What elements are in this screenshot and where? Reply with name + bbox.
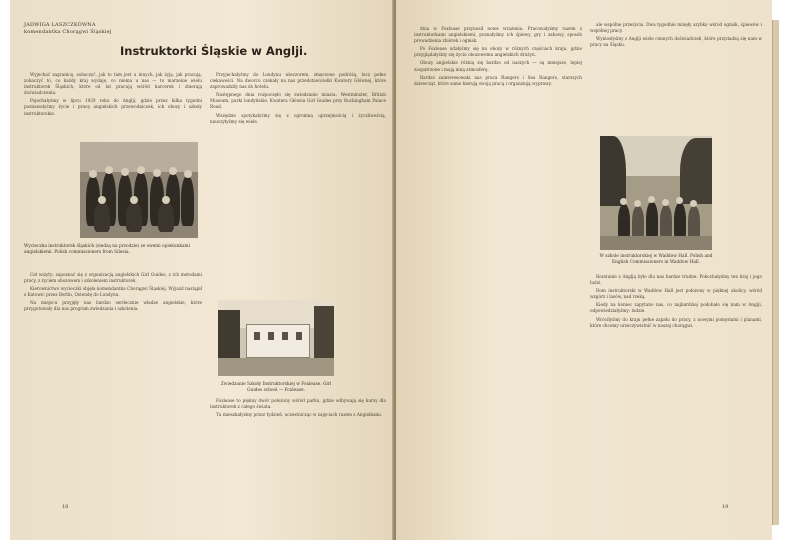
right-column-2-top: [590, 22, 762, 132]
right-column-2-bottom: [590, 274, 762, 500]
foxlease-photo-caption: Zwiedzanie Szkoły Instruktorskiej w Foxlease. Girl Guides school — Foxlease.: [220, 382, 332, 393]
paragraph: Wszędzie spotykałyśmy się z ogromną uprzejmością i życzliwością, nauczyłyśmy się wiele.: [210, 112, 386, 124]
paragraph: ale wspólne przeżycia. Dwa tygodnie minęły szybko wśród ognisk, śpiewów i wspólnej pracy.: [590, 22, 762, 34]
left-column-2-bottom: [210, 398, 386, 498]
paragraph: Wróciłyśmy do kraju pełne zapału do pracy, z nowymi pomysłami i planami, które chcemy urzeczywistnić w naszej chorągwi.: [590, 316, 762, 328]
left-page-number: 18: [62, 504, 69, 510]
paragraph: Wyniosłyśmy z Anglji wiele cennych doświadczeń, które przydadzą się nam w pracy na Śląsku.: [590, 36, 762, 48]
paragraph: Kierownictwo wycieczki objęła komendantka Chorągwi Śląskiej. Wyjazd nastąpił z Katowic przez Berlin, Ostendę do Londynu.: [24, 286, 202, 298]
author-role: komendantka Chorągwi Śląskiej: [24, 29, 112, 35]
left-column-1-top: [24, 72, 202, 138]
paragraph: Bardzo zainteresowała nas praca Rangers i Sea Rangers, starszych dziewcząt, które same kierują swoją pracą i organizują wyprawy.: [414, 74, 582, 86]
article-title: Instruktorki Śląskie w Anglji.: [120, 44, 308, 58]
group-photo-caption: Wycieczka instruktorek śląskich (siedzą na przodzie) ze swemi opiekunkami angielskiemi. Polish commissioners from Silesia.: [24, 244, 191, 255]
author-block: [24, 22, 112, 36]
paragraph: dnia w Foxlease przynosił nowe wrażenia. Pracowałyśmy razem z instruktorkami angielskiemi, poznałyśmy ich śpiewy, gry i zabawy, sposób prowadzenia zbiórek i ognisk.: [414, 26, 582, 44]
author-name: JADWIGA LASZCZKÓWNA: [24, 22, 96, 28]
paragraph: Pojechałyśmy w lipcu 1929 roku do Anglji, gdzie przez kilka tygodni poznawałyśmy życie i pracę angielskich przewodniczek, ich obozy i szkoły instruktorskie.: [24, 98, 202, 116]
paragraph: Następnego dnia rozpoczęło się zwiedzanie miasta: Westminster, British Museum, parki londyńskie, Kwatera Główna Girl Guides przy Buckingham Palace Road.: [210, 92, 386, 110]
left-column-2-top: [210, 72, 386, 296]
paragraph: Rozstanie z Anglją było dla nas bardzo trudne. Pokochałyśmy ten kraj i jego ludzi.: [590, 274, 762, 286]
paragraph: Kiedy na koniec zapytano nas, co najbardziej podobało się nam w Anglji, odpowiedziałyśmy: ludzie.: [590, 302, 762, 314]
page-edges: [772, 20, 779, 525]
paragraph: Przyjechałyśmy do Londynu wieczorem, zmęczone podróżą, lecz pełne ciekawości. Na dworcu czekały na nas przedstawicielki Kwatery Głównej, które zaprowadziły nas do hotelu.: [210, 72, 386, 90]
paragraph: Dom instruktorski w Waddow Hall jest położony w pięknej okolicy, wśród wzgórz i lasów, nad rzeką.: [590, 288, 762, 300]
foxlease-photo: [218, 300, 334, 376]
waddow-hall-photo: [600, 136, 712, 250]
left-page: [10, 0, 394, 540]
paragraph: Na miejscu przyjęły nas bardzo serdecznie władze angielskie, które przygotowały dla nas program zwiedzania i szkolenia.: [24, 300, 202, 312]
waddow-hall-photo-caption: W szkole instruktorskiej w Waddow Hall. Polish and English Commissioners in Waddow Hall.: [599, 254, 713, 265]
paragraph: Cel wizyty: zapoznać się z organizacją angielskich Girl Guides, z ich metodami pracy, z życiem obozowem i szkoleniem instruktorek.: [24, 272, 202, 284]
paragraph: Tu mieszkałyśmy przez tydzień, uczestnicząc w zajęciach razem z Angielkami.: [216, 412, 383, 418]
paragraph: Po Foxlease udałyśmy się na obozy w różnych częściach kraju, gdzie przyglądałyśmy się życiu obozowemu angielskich drużyn.: [414, 46, 582, 58]
right-column-1: [414, 26, 582, 504]
group-photo: [80, 142, 198, 238]
paragraph: Obozy angielskie różnią się bardzo od naszych — są mniejsze, lepiej zaopatrzone i mają inną atmosferę.: [414, 60, 582, 72]
right-page-number: 19: [722, 504, 729, 510]
right-page: [396, 0, 772, 540]
left-column-1-bottom: [24, 272, 202, 498]
paragraph: Wyjechać zagranicę, zobaczyć, jak to tam jest u innych, jak żyją, jak pracują, zobaczyć to, co każdy kraj wydaje, co niema u nas — to marzenie wielu instruktorek Śląskich, które od lat pracują wśród harcerek i zbierają doświadczenia.: [24, 72, 202, 96]
paragraph: Foxlease to piękny dwór położony wśród parku, gdzie odbywają się kursy dla instruktorek z całego świata.: [210, 398, 386, 410]
